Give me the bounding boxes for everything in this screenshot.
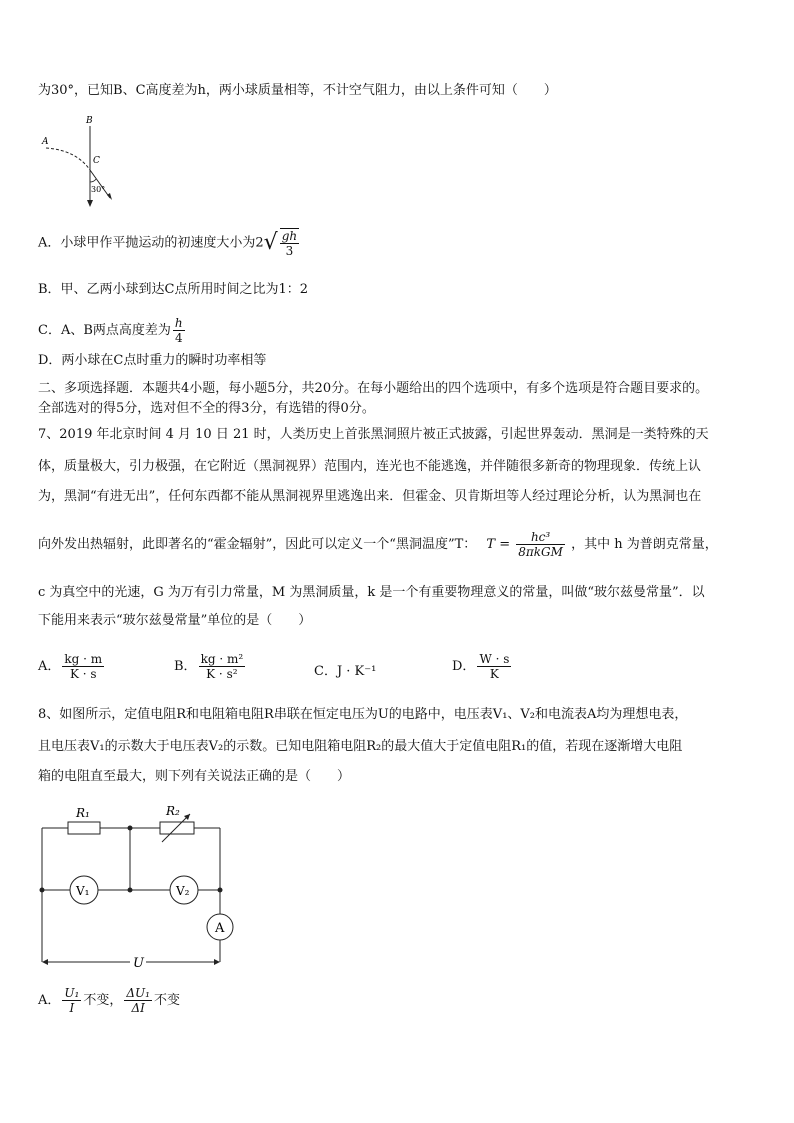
section2-line1: 二、多项选择题．本题共4小题，每小题5分，共20分。在每小题给出的四个选项中，有多个选项是符合题目要求的。 bbox=[38, 381, 709, 396]
q6-intro: 为30°，已知B、C高度差为h，两小球质量相等，不计空气阻力，由以上条件可知（ ） bbox=[38, 83, 557, 98]
q8-line3: 箱的电阻直至最大，则下列有关说法正确的是（ ） bbox=[38, 769, 351, 784]
label-r2: R₂ bbox=[166, 804, 180, 818]
q7-line3: 为，黑洞“有进无出”，任何东西都不能从黑洞视界里逃逸出来．但霍金、贝肯斯坦等人经过理论分析，认为黑洞也在 bbox=[38, 489, 702, 504]
q6-option-a: A．小球甲作平抛运动的初速度大小为2√ $\frac{gh}{3}$ bbox=[38, 229, 298, 258]
q8-line1: 8、如图所示，定值电阻R和电阻箱电阻R串联在恒定电压为U的电路中，电压表V₁、V₂和电流表A均为理想电表， bbox=[38, 707, 688, 722]
q6-opt-c-fraction: $\frac{h}{4}$ bbox=[174, 316, 183, 345]
sqrt-sign: √ bbox=[263, 230, 278, 255]
q6-opt-a-fraction: $\frac{gh}{3}$ bbox=[281, 229, 298, 258]
q7-line2: 体，质量极大，引力极强，在它附近（黑洞视界）范围内，连光也不能逃逸，并伴随很多新奇的物理现象．传统上认 bbox=[38, 459, 702, 474]
q7-line6: 下能用来表示“玻尔兹曼常量”单位的是（ ） bbox=[38, 613, 312, 628]
resistor-r1 bbox=[68, 822, 100, 834]
section2-line2: 全部选对的得5分，选对但不全的得3分，有选错的得0分。 bbox=[38, 401, 375, 416]
q7-option-c: C．J · K⁻¹ bbox=[314, 664, 377, 679]
q7-option-b: B． $\frac{\text{kg · m²}}{\text{K · s²}}$ bbox=[174, 652, 244, 681]
q6-option-d: D．两小球在C点时重力的瞬时功率相等 bbox=[38, 353, 267, 368]
fig-label-a: A bbox=[42, 137, 49, 147]
q7-line1: 7、2019 年北京时间 4 月 10 日 21 时，人类历史上首张黑洞照片被正式披露，引起世界轰动．黑洞是一类特殊的天 bbox=[38, 427, 709, 442]
label-a: A bbox=[215, 921, 225, 936]
q7-line5: c 为真空中的光速，G 为万有引力常量，M 为黑洞质量，k 是一个有重要物理意义的常量，叫做“玻尔兹曼常量”．以 bbox=[38, 585, 705, 600]
q7-option-a: A． $\frac{kg \cdot m}{K \cdot s}$ bbox=[38, 652, 103, 681]
black-hole-temperature-formula: $\frac{\text{hc³}}{\text{8πkGM}}$ bbox=[518, 530, 563, 559]
q8-option-a: A． $\frac{\text{U₁}}{I}$ 不变， $\frac{\text{ΔU₁}}{\Delta I}$ 不变 bbox=[38, 986, 180, 1015]
q8-line2: 且电压表V₁的示数大于电压表V₂的示数。已知电阻箱电阻R₂的最大值大于定值电阻R₁的值，若现在逐渐增大电阻 bbox=[38, 739, 683, 754]
q6-option-c: C．A、B两点高度差为 $\frac{h}{4}$ bbox=[38, 316, 183, 345]
fig-angle: 30° bbox=[91, 185, 106, 194]
q7-option-d: D． $\frac{W \cdot s}{K}$ bbox=[452, 652, 510, 681]
label-r1: R₁ bbox=[76, 806, 90, 820]
q7-line4: 向外发出热辐射，此即著名的“霍金辐射”，因此可以定义一个“黑洞温度”T： T = $\frac{\text{hc³}}{\text{8πkGM}}$ ，其中 h 为普朗克常量， bbox=[38, 530, 718, 559]
label-u: U bbox=[133, 956, 144, 971]
q6-option-b: B．甲、乙两小球到达C点所用时间之比为1：2 bbox=[38, 282, 309, 297]
fig-label-b: B bbox=[86, 116, 93, 126]
fig-label-c: C bbox=[93, 156, 100, 166]
circuit-diagram bbox=[34, 800, 244, 975]
resistor-box-r2 bbox=[160, 822, 194, 834]
projectile-figure bbox=[38, 112, 118, 212]
label-v2: V₂ bbox=[176, 884, 190, 898]
label-v1: V₁ bbox=[76, 884, 90, 898]
